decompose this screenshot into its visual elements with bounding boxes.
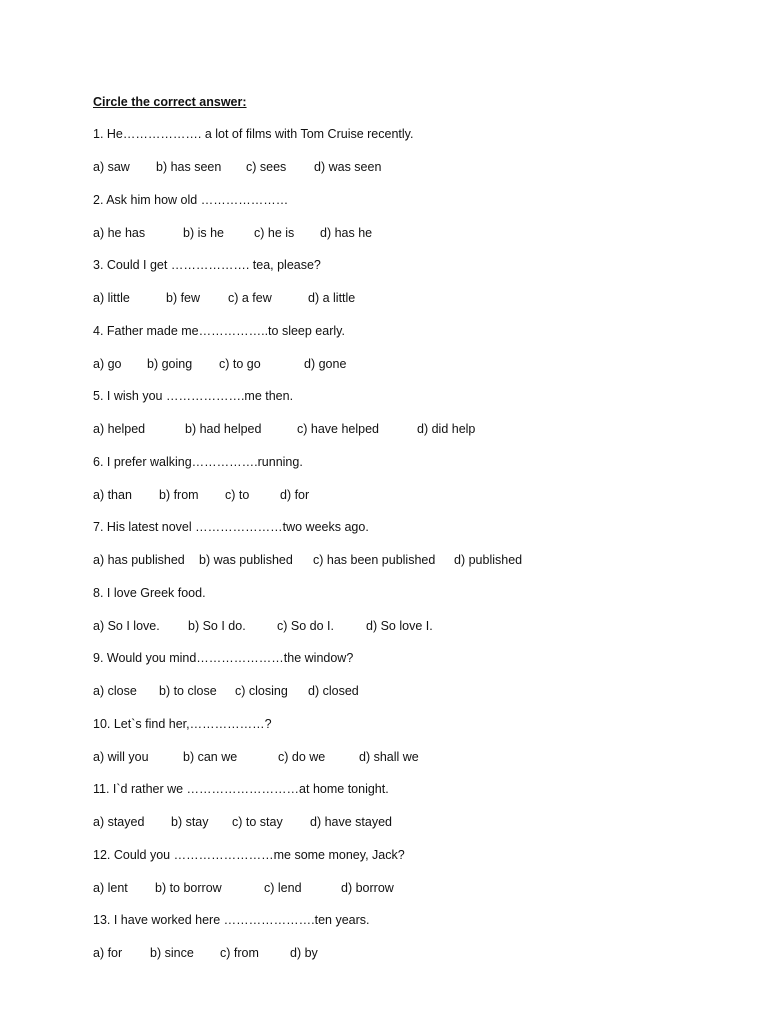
option-a[interactable]: a) helped <box>93 422 146 436</box>
question-1-text: 1. He………………. a lot of films with Tom Cruise recently. <box>93 127 414 141</box>
option-b[interactable]: b) was published <box>199 553 293 567</box>
option-a[interactable]: a) than <box>93 487 132 502</box>
option-c[interactable]: c) to go <box>219 356 261 371</box>
option-b[interactable]: b) to borrow <box>155 880 222 895</box>
question-12-options <box>93 880 733 897</box>
question-8-text: 8. I love Greek food. <box>93 585 206 600</box>
question-7-text: 7. His latest novel …………………two weeks ago. <box>93 520 369 534</box>
option-a[interactable]: a) lent <box>93 880 128 895</box>
worksheet <box>93 94 733 978</box>
question-1-options <box>93 159 733 176</box>
option-d[interactable]: d) a little <box>308 291 356 305</box>
option-c[interactable]: c) to <box>225 487 250 502</box>
option-a[interactable]: a) has published <box>93 553 185 567</box>
option-a[interactable]: a) will you <box>93 749 149 764</box>
option-c[interactable]: c) So do I. <box>277 618 334 633</box>
option-c[interactable]: c) from <box>220 946 259 960</box>
option-b[interactable]: b) since <box>150 946 194 960</box>
option-b[interactable]: b) from <box>159 487 199 502</box>
question-5-text: 5. I wish you ……………….me then. <box>93 389 294 403</box>
option-c[interactable]: c) closing <box>235 684 288 698</box>
option-c[interactable]: c) do we <box>278 749 326 764</box>
option-b[interactable]: b) So I do. <box>188 618 246 633</box>
option-d[interactable]: d) was seen <box>314 160 382 174</box>
question-11-options <box>93 814 733 831</box>
option-c[interactable]: c) lend <box>264 880 302 895</box>
option-b[interactable]: b) had helped <box>185 422 262 436</box>
question-13-text: 13. I have worked here ………………….ten years. <box>93 913 370 927</box>
option-b[interactable]: b) going <box>147 356 193 371</box>
question-4-text: 4. Father made me……………..to sleep early. <box>93 323 345 338</box>
question-5-options <box>93 421 733 438</box>
option-d[interactable]: d) published <box>454 553 523 567</box>
question-6-options <box>93 487 733 504</box>
option-d[interactable]: d) for <box>280 487 310 502</box>
option-a[interactable]: a) for <box>93 946 123 960</box>
option-a[interactable]: a) he has <box>93 225 146 240</box>
question-3-text: 3. Could I get ………………. tea, please? <box>93 258 321 272</box>
option-b[interactable]: b) to close <box>159 684 217 698</box>
question-2-options <box>93 225 733 242</box>
option-b[interactable]: b) can we <box>183 749 238 764</box>
question-12-text: 12. Could you ……………………me some money, Jack? <box>93 847 405 862</box>
question-10-options <box>93 749 733 766</box>
worksheet-heading: Circle the correct answer: <box>93 95 247 109</box>
option-c[interactable]: c) has been published <box>313 553 436 567</box>
question-7-options <box>93 552 733 569</box>
question-11-text: 11. I`d rather we ………………………at home tonight. <box>93 782 389 796</box>
option-c[interactable]: c) have helped <box>297 422 380 436</box>
question-4-options <box>93 356 733 373</box>
option-a[interactable]: a) go <box>93 356 122 371</box>
option-b[interactable]: b) is he <box>183 225 224 240</box>
option-d[interactable]: d) borrow <box>341 880 394 895</box>
question-8-options <box>93 618 733 635</box>
option-a[interactable]: a) saw <box>93 160 130 174</box>
option-d[interactable]: d) have stayed <box>310 815 392 829</box>
option-c[interactable]: c) sees <box>246 160 287 174</box>
option-a[interactable]: a) close <box>93 684 137 698</box>
option-d[interactable]: d) closed <box>308 684 359 698</box>
option-b[interactable]: b) few <box>166 291 201 305</box>
question-9-text: 9. Would you mind…………………the window? <box>93 651 354 665</box>
option-c[interactable]: c) he is <box>254 225 295 240</box>
option-b[interactable]: b) stay <box>171 815 209 829</box>
question-6-text: 6. I prefer walking…………….running. <box>93 454 303 469</box>
option-d[interactable]: d) did help <box>417 422 476 436</box>
option-c[interactable]: c) to stay <box>232 815 283 829</box>
question-9-options <box>93 683 733 700</box>
option-d[interactable]: d) by <box>290 946 318 960</box>
question-3-options <box>93 290 733 307</box>
option-c[interactable]: c) a few <box>228 291 272 305</box>
option-a[interactable]: a) So I love. <box>93 618 160 633</box>
option-d[interactable]: d) has he <box>320 225 373 240</box>
question-13-options <box>93 945 733 962</box>
question-2-text: 2. Ask him how old ………………… <box>93 192 289 207</box>
option-a[interactable]: a) stayed <box>93 815 145 829</box>
question-10-text: 10. Let`s find her,………………? <box>93 716 272 731</box>
option-d[interactable]: d) So love I. <box>366 618 433 633</box>
option-a[interactable]: a) little <box>93 291 130 305</box>
option-d[interactable]: d) shall we <box>359 749 419 764</box>
option-b[interactable]: b) has seen <box>156 160 222 174</box>
option-d[interactable]: d) gone <box>304 356 347 371</box>
